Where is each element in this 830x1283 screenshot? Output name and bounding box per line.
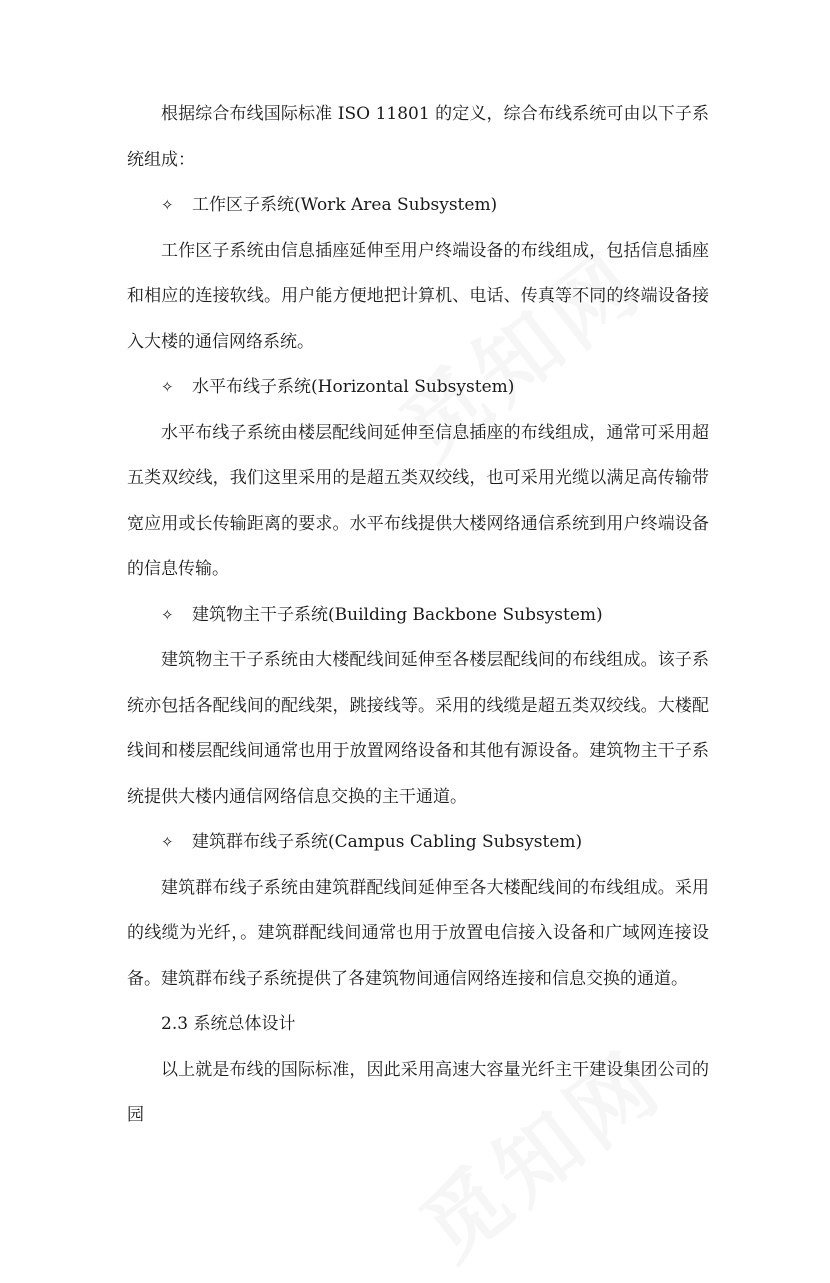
diamond-bullet-icon: ✧ [161, 196, 174, 214]
work-area-heading [127, 183, 709, 229]
horizontal-title: 水平布线子系统(Horizontal Subsystem) [192, 377, 515, 397]
closing-paragraph: 以上就是布线的国际标准，因此采用高速大容量光纤主干建设集团公司的园 [127, 1059, 709, 1125]
work-area-paragraph: 工作区子系统由信息插座延伸至用户终端设备的布线组成，包括信息插座和相应的连接软线。用户能方便地把计算机、电话、传真等不同的终端设备接入大楼的通信网络系统。 [127, 240, 709, 352]
work-area-title: 工作区子系统(Work Area Subsystem) [192, 195, 498, 215]
diamond-bullet-icon: ✧ [161, 833, 174, 851]
diamond-bullet-icon: ✧ [161, 605, 174, 624]
horizontal-paragraph: 水平布线子系统由楼层配线间延伸至信息插座的布线组成，通常可采用超五类双绞线，我们这里采用的是超五类双绞线，也可采用光缆以满足高传输带宽应用或长传输距离的要求。水平布线提供大楼网络通信系统到用户终端设备的信息传输。 [127, 422, 709, 579]
intro-paragraph: 根据综合布线国际标准 ISO 11801 的定义，综合布线系统可由以下子系统组成： [127, 104, 709, 170]
campus-paragraph: 建筑群布线子系统由建筑群配线间延伸至各大楼配线间的布线组成。采用的线缆为光纤，。建筑群配线间通常也用于放置电信接入设备和广域网连接设备。建筑群布线子系统提供了各建筑物间通信网络连接和信息交换的通道。 [127, 877, 709, 989]
backbone-heading [127, 593, 709, 639]
document-page [127, 92, 709, 1139]
horizontal-heading [127, 365, 709, 411]
section-heading: 2.3 系统总体设计 [161, 1014, 296, 1034]
backbone-title: 建筑物主干子系统(Building Backbone Subsystem) [192, 604, 603, 625]
diamond-bullet-icon: ✧ [161, 378, 174, 396]
campus-title: 建筑群布线子系统(Campus Cabling Subsystem) [192, 832, 583, 852]
backbone-paragraph: 建筑物主干子系统由大楼配线间延伸至各楼层配线间的布线组成。该子系统亦包括各配线间的配线架，跳接线等。采用的线缆是超五类双绞线。大楼配线间和楼层配线间通常也用于放置网络设备和其他有源设备。建筑物主干子系统提供大楼内通信网络信息交换的主干通道。 [127, 650, 709, 807]
campus-heading [127, 820, 709, 866]
